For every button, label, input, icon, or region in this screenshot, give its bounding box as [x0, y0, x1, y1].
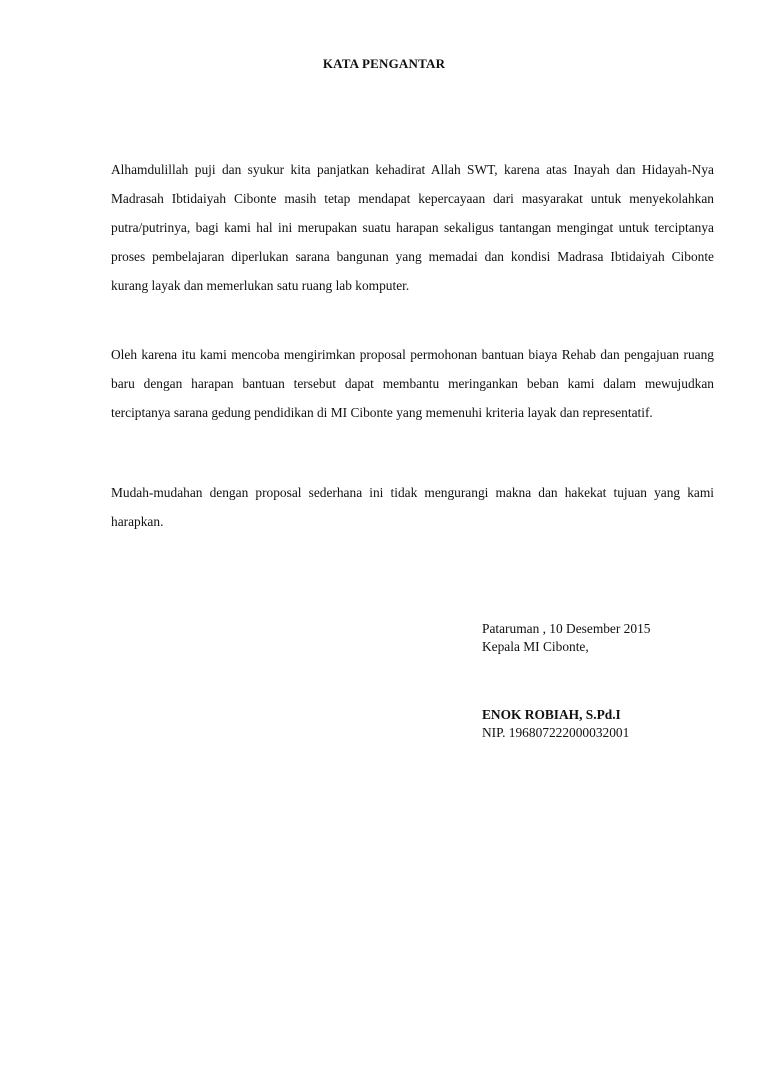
signature-name: ENOK ROBIAH, S.Pd.I: [482, 707, 621, 722]
paragraph-closing: Mudah-mudahan dengan proposal sederhana ini tidak mengurangi makna dan hakekat tujuan yang kami harapkan.: [111, 485, 714, 529]
signature-role: Kepala MI Cibonte,: [482, 639, 589, 654]
page-title: KATA PENGANTAR: [322, 56, 446, 71]
paragraph-request: Oleh karena itu kami mencoba mengirimkan proposal permohonan bantuan biaya Rehab dan pengajuan ruang baru dengan harapan bantuan tersebut dapat membantu meringankan beban kami dalam mewujudkan terciptanya sarana gedung pendidikan di MI Cibonte yang memenuhi kriteria layak dan representatif.: [111, 347, 714, 420]
signature-place-date: Pataruman , 10 Desember 2015: [482, 621, 651, 636]
paragraph-opening: Alhamdulillah puji dan syukur kita panjatkan kehadirat Allah SWT, karena atas Inayah dan Hidayah-Nya Madrasah Ibtidaiyah Cibonte masih tetap mendapat kepercayaan dari masyarakat untuk menyekolahkan putra/putrinya, bagi kami hal ini merupakan suatu harapan sekaligus tantangan mengingat untuk terciptanya proses pembelajaran diperlukan sarana bangunan yang memadai dan kondisi Madrasa Ibtidaiyah Cibonte kurang layak dan memerlukan satu ruang lab komputer.: [111, 162, 714, 293]
signature-nip: NIP. 196807222000032001: [482, 725, 630, 740]
